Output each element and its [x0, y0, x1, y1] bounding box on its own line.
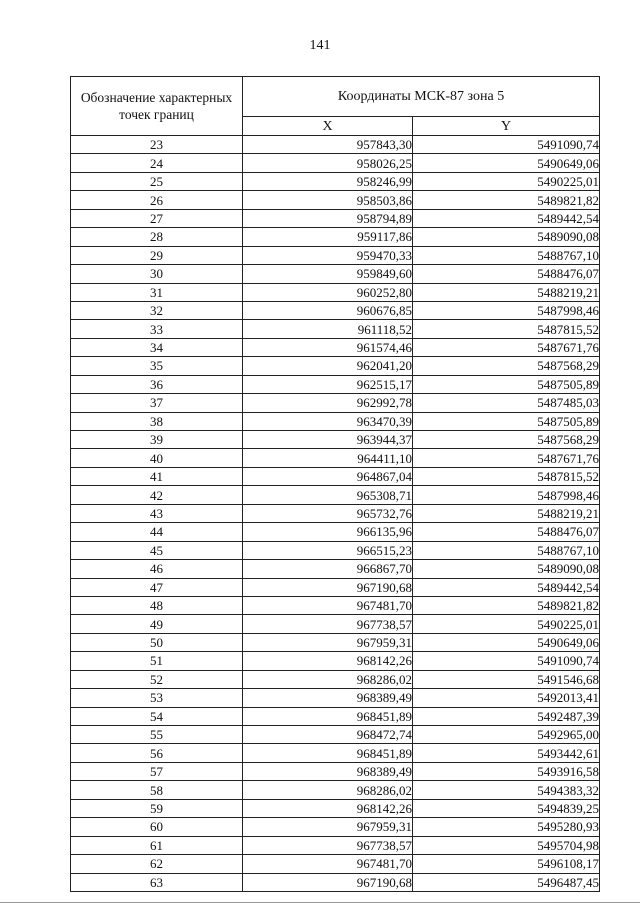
x-column-header: X [243, 117, 413, 136]
table-row [71, 818, 600, 836]
table-row [71, 320, 600, 338]
point-number-cell: 48 [71, 596, 243, 614]
x-coordinate-cell: 962041,20 [243, 357, 413, 375]
y-coordinate-cell: 5487671,76 [413, 449, 600, 467]
y-coordinate-cell: 5489821,82 [413, 191, 600, 209]
table-row [71, 246, 600, 264]
x-coordinate-cell: 968286,02 [243, 781, 413, 799]
x-coordinate-cell: 959470,33 [243, 246, 413, 264]
table-row [71, 283, 600, 301]
table-row [71, 578, 600, 596]
point-number-cell: 40 [71, 449, 243, 467]
y-coordinate-cell: 5490649,06 [413, 633, 600, 651]
y-coordinate-cell: 5489090,08 [413, 560, 600, 578]
x-coordinate-cell: 957843,30 [243, 136, 413, 154]
x-coordinate-cell: 967481,70 [243, 596, 413, 614]
point-number-cell: 24 [71, 154, 243, 172]
table-row [71, 265, 600, 283]
x-coordinate-cell: 958026,25 [243, 154, 413, 172]
table-row [71, 726, 600, 744]
x-coordinate-cell: 968451,89 [243, 707, 413, 725]
point-number-cell: 36 [71, 375, 243, 393]
point-number-cell: 29 [71, 246, 243, 264]
x-coordinate-cell: 958503,86 [243, 191, 413, 209]
point-number-cell: 53 [71, 689, 243, 707]
x-coordinate-cell: 968286,02 [243, 670, 413, 688]
y-coordinate-cell: 5489442,54 [413, 578, 600, 596]
y-coordinate-cell: 5494383,32 [413, 781, 600, 799]
x-coordinate-cell: 966515,23 [243, 541, 413, 559]
y-coordinate-cell: 5496487,45 [413, 873, 600, 891]
y-coordinate-cell: 5487815,52 [413, 320, 600, 338]
y-coordinate-cell: 5492487,39 [413, 707, 600, 725]
table-row [71, 467, 600, 485]
point-number-cell: 46 [71, 560, 243, 578]
y-coordinate-cell: 5492965,00 [413, 726, 600, 744]
y-coordinate-cell: 5489442,54 [413, 209, 600, 227]
y-coordinate-cell: 5487671,76 [413, 338, 600, 356]
point-number-cell: 58 [71, 781, 243, 799]
x-coordinate-cell: 967190,68 [243, 578, 413, 596]
table-row [71, 596, 600, 614]
x-coordinate-cell: 963470,39 [243, 412, 413, 430]
table-row [71, 855, 600, 873]
y-coordinate-cell: 5492013,41 [413, 689, 600, 707]
point-number-cell: 50 [71, 633, 243, 651]
point-number-cell: 51 [71, 652, 243, 670]
point-number-cell: 31 [71, 283, 243, 301]
table-row [71, 652, 600, 670]
x-coordinate-cell: 959849,60 [243, 265, 413, 283]
point-number-cell: 57 [71, 762, 243, 780]
point-number-cell: 59 [71, 799, 243, 817]
point-number-cell: 45 [71, 541, 243, 559]
x-coordinate-cell: 962992,78 [243, 394, 413, 412]
x-coordinate-cell: 968389,49 [243, 689, 413, 707]
y-coordinate-cell: 5488476,07 [413, 265, 600, 283]
point-number-cell: 33 [71, 320, 243, 338]
table-row [71, 762, 600, 780]
y-coordinate-cell: 5488767,10 [413, 541, 600, 559]
point-number-cell: 30 [71, 265, 243, 283]
y-coordinate-cell: 5490649,06 [413, 154, 600, 172]
y-coordinate-cell: 5495704,98 [413, 836, 600, 854]
point-number-cell: 60 [71, 818, 243, 836]
table-row [71, 209, 600, 227]
y-coordinate-cell: 5487505,89 [413, 375, 600, 393]
x-coordinate-cell: 958246,99 [243, 172, 413, 190]
y-column-header: Y [413, 117, 600, 136]
table-row [71, 136, 600, 154]
table-row [71, 633, 600, 651]
point-number-cell: 49 [71, 615, 243, 633]
y-coordinate-cell: 5487485,03 [413, 394, 600, 412]
y-coordinate-cell: 5493916,58 [413, 762, 600, 780]
x-coordinate-cell: 967959,31 [243, 818, 413, 836]
point-number-cell: 54 [71, 707, 243, 725]
coordinate-system-header: Координаты МСК-87 зона 5 [243, 77, 600, 117]
x-coordinate-cell: 968389,49 [243, 762, 413, 780]
point-number-cell: 25 [71, 172, 243, 190]
table-row [71, 154, 600, 172]
point-number-cell: 44 [71, 523, 243, 541]
point-number-cell: 23 [71, 136, 243, 154]
y-coordinate-cell: 5487505,89 [413, 412, 600, 430]
point-number-cell: 41 [71, 467, 243, 485]
table-row [71, 431, 600, 449]
table-row [71, 541, 600, 559]
point-number-cell: 63 [71, 873, 243, 891]
coordinates-body [71, 136, 600, 892]
point-label-header: Обозначение характерных точек границ [71, 77, 243, 136]
table-row [71, 394, 600, 412]
table-row [71, 412, 600, 430]
x-coordinate-cell: 967481,70 [243, 855, 413, 873]
table-row [71, 560, 600, 578]
y-coordinate-cell: 5496108,17 [413, 855, 600, 873]
x-coordinate-cell: 968472,74 [243, 726, 413, 744]
y-coordinate-cell: 5490225,01 [413, 615, 600, 633]
y-coordinate-cell: 5488219,21 [413, 504, 600, 522]
y-coordinate-cell: 5493442,61 [413, 744, 600, 762]
x-coordinate-cell: 967738,57 [243, 615, 413, 633]
table-row [71, 873, 600, 891]
table-row [71, 228, 600, 246]
table-row [71, 338, 600, 356]
y-coordinate-cell: 5491090,74 [413, 136, 600, 154]
page-bottom-edge [0, 902, 640, 903]
point-number-cell: 39 [71, 431, 243, 449]
table-row [71, 486, 600, 504]
table-row [71, 689, 600, 707]
x-coordinate-cell: 960252,80 [243, 283, 413, 301]
y-coordinate-cell: 5489090,08 [413, 228, 600, 246]
table-row [71, 670, 600, 688]
point-number-cell: 27 [71, 209, 243, 227]
table-row [71, 836, 600, 854]
point-number-cell: 38 [71, 412, 243, 430]
y-coordinate-cell: 5488476,07 [413, 523, 600, 541]
page-number: 141 [309, 38, 331, 53]
point-number-cell: 43 [71, 504, 243, 522]
point-number-cell: 56 [71, 744, 243, 762]
x-coordinate-cell: 968142,26 [243, 652, 413, 670]
x-coordinate-cell: 958794,89 [243, 209, 413, 227]
x-coordinate-cell: 965732,76 [243, 504, 413, 522]
y-coordinate-cell: 5488219,21 [413, 283, 600, 301]
x-coordinate-cell: 960676,85 [243, 301, 413, 319]
table-row [71, 523, 600, 541]
x-coordinate-cell: 961574,46 [243, 338, 413, 356]
x-coordinate-cell: 966867,70 [243, 560, 413, 578]
y-coordinate-cell: 5487568,29 [413, 357, 600, 375]
table-row [71, 301, 600, 319]
point-number-cell: 52 [71, 670, 243, 688]
y-coordinate-cell: 5494839,25 [413, 799, 600, 817]
x-coordinate-cell: 967959,31 [243, 633, 413, 651]
table-row [71, 781, 600, 799]
point-number-cell: 32 [71, 301, 243, 319]
y-coordinate-cell: 5495280,93 [413, 818, 600, 836]
y-coordinate-cell: 5487568,29 [413, 431, 600, 449]
table-row [71, 707, 600, 725]
y-coordinate-cell: 5487998,46 [413, 486, 600, 504]
x-coordinate-cell: 967738,57 [243, 836, 413, 854]
point-number-cell: 34 [71, 338, 243, 356]
y-coordinate-cell: 5489821,82 [413, 596, 600, 614]
x-coordinate-cell: 967190,68 [243, 873, 413, 891]
x-coordinate-cell: 966135,96 [243, 523, 413, 541]
x-coordinate-cell: 959117,86 [243, 228, 413, 246]
table-row [71, 615, 600, 633]
x-coordinate-cell: 961118,52 [243, 320, 413, 338]
point-number-cell: 55 [71, 726, 243, 744]
point-number-cell: 61 [71, 836, 243, 854]
x-coordinate-cell: 962515,17 [243, 375, 413, 393]
coordinates-table [70, 76, 600, 892]
y-coordinate-cell: 5490225,01 [413, 172, 600, 190]
x-coordinate-cell: 964867,04 [243, 467, 413, 485]
table-row [71, 172, 600, 190]
x-coordinate-cell: 968142,26 [243, 799, 413, 817]
point-number-cell: 62 [71, 855, 243, 873]
y-coordinate-cell: 5487815,52 [413, 467, 600, 485]
table-row [71, 799, 600, 817]
table-row [71, 744, 600, 762]
point-number-cell: 26 [71, 191, 243, 209]
x-coordinate-cell: 968451,89 [243, 744, 413, 762]
point-number-cell: 47 [71, 578, 243, 596]
point-number-cell: 35 [71, 357, 243, 375]
y-coordinate-cell: 5491546,68 [413, 670, 600, 688]
y-coordinate-cell: 5491090,74 [413, 652, 600, 670]
table-row [71, 504, 600, 522]
y-coordinate-cell: 5487998,46 [413, 301, 600, 319]
y-coordinate-cell: 5488767,10 [413, 246, 600, 264]
table-row [71, 375, 600, 393]
table-row [71, 191, 600, 209]
table-row [71, 449, 600, 467]
point-number-cell: 37 [71, 394, 243, 412]
point-number-cell: 28 [71, 228, 243, 246]
x-coordinate-cell: 963944,37 [243, 431, 413, 449]
table-row [71, 357, 600, 375]
x-coordinate-cell: 965308,71 [243, 486, 413, 504]
point-number-cell: 42 [71, 486, 243, 504]
x-coordinate-cell: 964411,10 [243, 449, 413, 467]
